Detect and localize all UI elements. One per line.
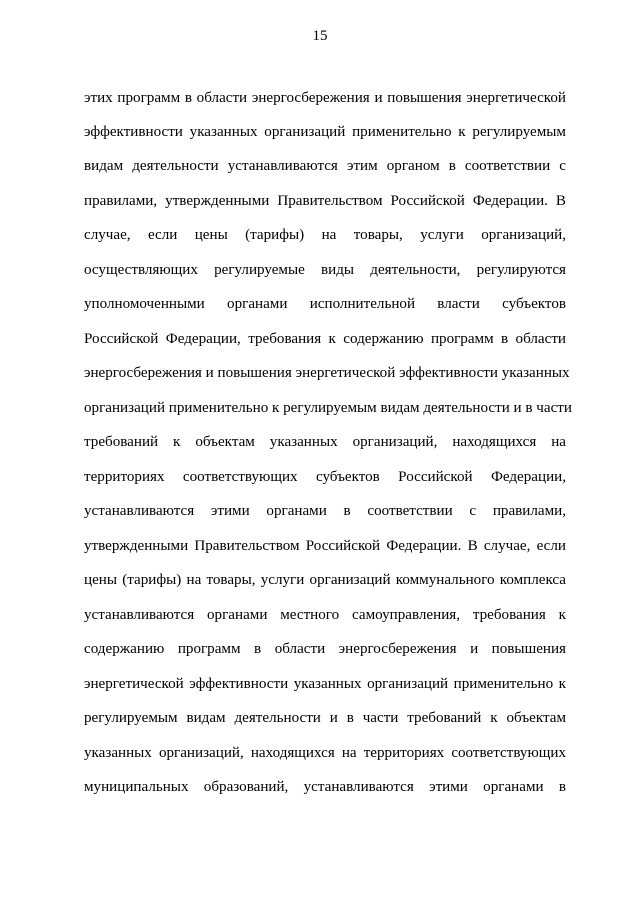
text-line: устанавливаются этими органами в соответствии с правилами, bbox=[84, 503, 566, 519]
text-line: видам деятельности устанавливаются этим органом в соответствии с bbox=[84, 158, 566, 174]
text-line: муниципальных образований, устанавливаются этими органами в bbox=[84, 779, 566, 795]
text-line: осуществляющих регулируемые виды деятельности, регулируются bbox=[84, 262, 566, 278]
text-line: эффективности указанных организаций применительно к регулируемым bbox=[84, 124, 566, 140]
text-line: уполномоченными органами исполнительной власти субъектов bbox=[84, 296, 566, 312]
text-line: указанных организаций, находящихся на территориях соответствующих bbox=[84, 745, 566, 761]
text-line: этих программ в области энергосбережения и повышения энергетической bbox=[84, 90, 566, 106]
text-line: организаций применительно к регулируемым видам деятельности и в части bbox=[84, 400, 572, 416]
text-line: Российской Федерации, требования к содержанию программ в области bbox=[84, 331, 566, 347]
text-line: цены (тарифы) на товары, услуги организаций коммунального комплекса bbox=[84, 572, 566, 588]
text-line: устанавливаются органами местного самоуправления, требования к bbox=[84, 607, 566, 623]
text-line: энергетической эффективности указанных организаций применительно к bbox=[84, 676, 566, 692]
text-line: содержанию программ в области энергосбережения и повышения bbox=[84, 641, 566, 657]
text-line: энергосбережения и повышения энергетической эффективности указанных bbox=[84, 365, 570, 381]
text-line: регулируемым видам деятельности и в части требований к объектам bbox=[84, 710, 566, 726]
text-line: случае, если цены (тарифы) на товары, услуги организаций, bbox=[84, 227, 566, 243]
text-line: территориях соответствующих субъектов Российской Федерации, bbox=[84, 469, 566, 485]
text-line: требований к объектам указанных организаций, находящихся на bbox=[84, 434, 566, 450]
page-number: 15 bbox=[312, 28, 328, 44]
text-line: правилами, утвержденными Правительством Российской Федерации. В bbox=[84, 193, 566, 209]
text-line: утвержденными Правительством Российской Федерации. В случае, если bbox=[84, 538, 566, 554]
